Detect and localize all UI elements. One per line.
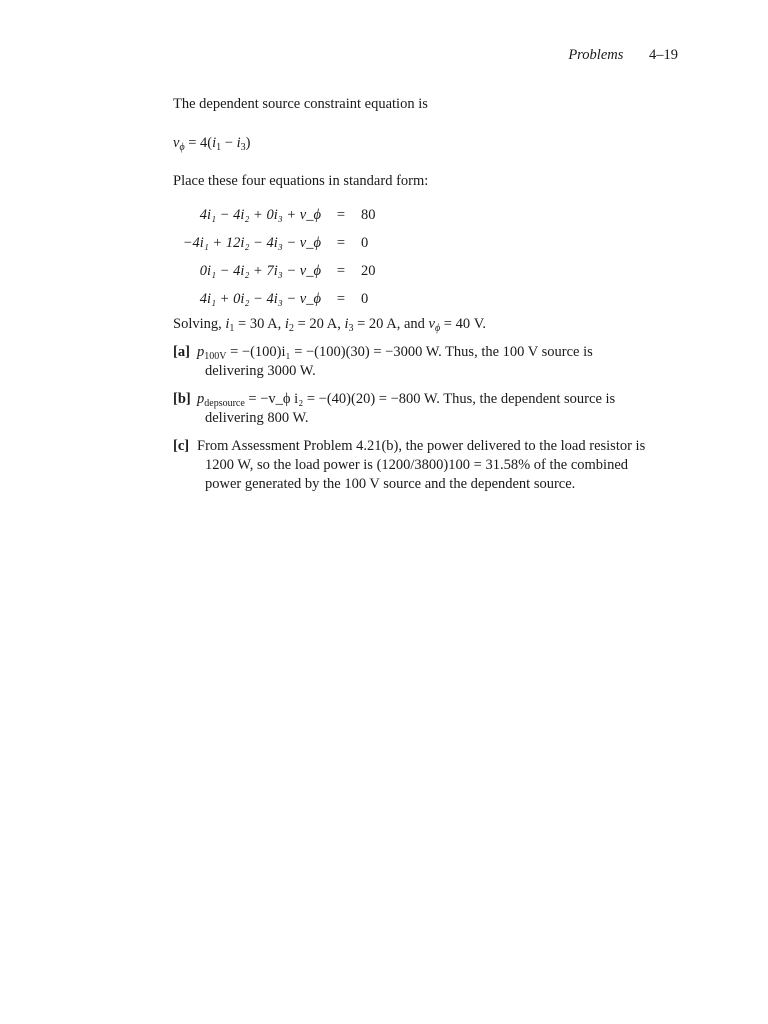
equation-lhs: −4i₁ + 12i₂ − 4i₃ − v_ϕ (182, 234, 321, 251)
part-label: [c] (173, 438, 190, 454)
i2-value: 20 (309, 316, 324, 332)
equation-rhs: 0 (361, 234, 369, 251)
standard-form-intro: Place these four equations in standard form: (173, 173, 429, 189)
equation-system (173, 201, 376, 313)
page-content (173, 95, 653, 494)
i1-value: 30 (249, 316, 265, 332)
equation-row (173, 285, 376, 313)
part-label: [a] (173, 344, 190, 360)
i3-value: 20 (368, 316, 384, 332)
section-title: Problems (568, 47, 624, 63)
equation-equals: = (336, 206, 346, 223)
v-value: 40 (455, 316, 471, 332)
page-number: 4–19 (649, 47, 678, 63)
intro-text: The dependent source constraint equation is (173, 96, 428, 112)
part-c: [c] From Assessment Problem 4.21(b), the power delivered to the load resistor is 1200 W, so the load power is (1200/3800)100 = 31.58% of the combined power generated by the 100 V source and the dependent source. (173, 438, 646, 492)
equation-row (173, 201, 376, 229)
solving-line: Solving, $i_1 = 30$ A, $i_2 = 20$ A, $i_3 = 20$ A, and $v_\phi = 40$ V. (173, 316, 486, 334)
part-b: [b] $p_{depsource}$ = −v_ϕ i₂ = −(40)(20) = −800 W. Thus, the dependent source is delivering 800 W. (173, 391, 616, 426)
equation-row (173, 257, 376, 285)
equation-rhs: 0 (361, 290, 369, 307)
equation-lhs: 0i₁ − 4i₂ + 7i₃ − v_ϕ (199, 262, 321, 279)
equation-equals: = (336, 262, 346, 279)
equation-equals: = (336, 234, 346, 251)
equation-rhs: 20 (361, 262, 376, 279)
part-label: [b] (173, 391, 191, 407)
equation-row (173, 229, 376, 257)
equation-rhs: 80 (361, 206, 376, 223)
equation-lhs: 4i₁ + 0i₂ − 4i₃ − v_ϕ (199, 290, 321, 307)
equation-equals: = (336, 290, 346, 307)
page-header (568, 47, 678, 64)
equation-lhs: 4i₁ − 4i₂ + 0i₃ + v_ϕ (199, 206, 321, 223)
constraint-equation: $v_\phi = 4(i_1 - i_3)$ (173, 135, 251, 153)
part-a: [a] $p_{100V} = -(100)i_1 = -(100)(30) = -3000$ W. Thus, the 100 V source is delivering 3000 W. (173, 344, 593, 379)
